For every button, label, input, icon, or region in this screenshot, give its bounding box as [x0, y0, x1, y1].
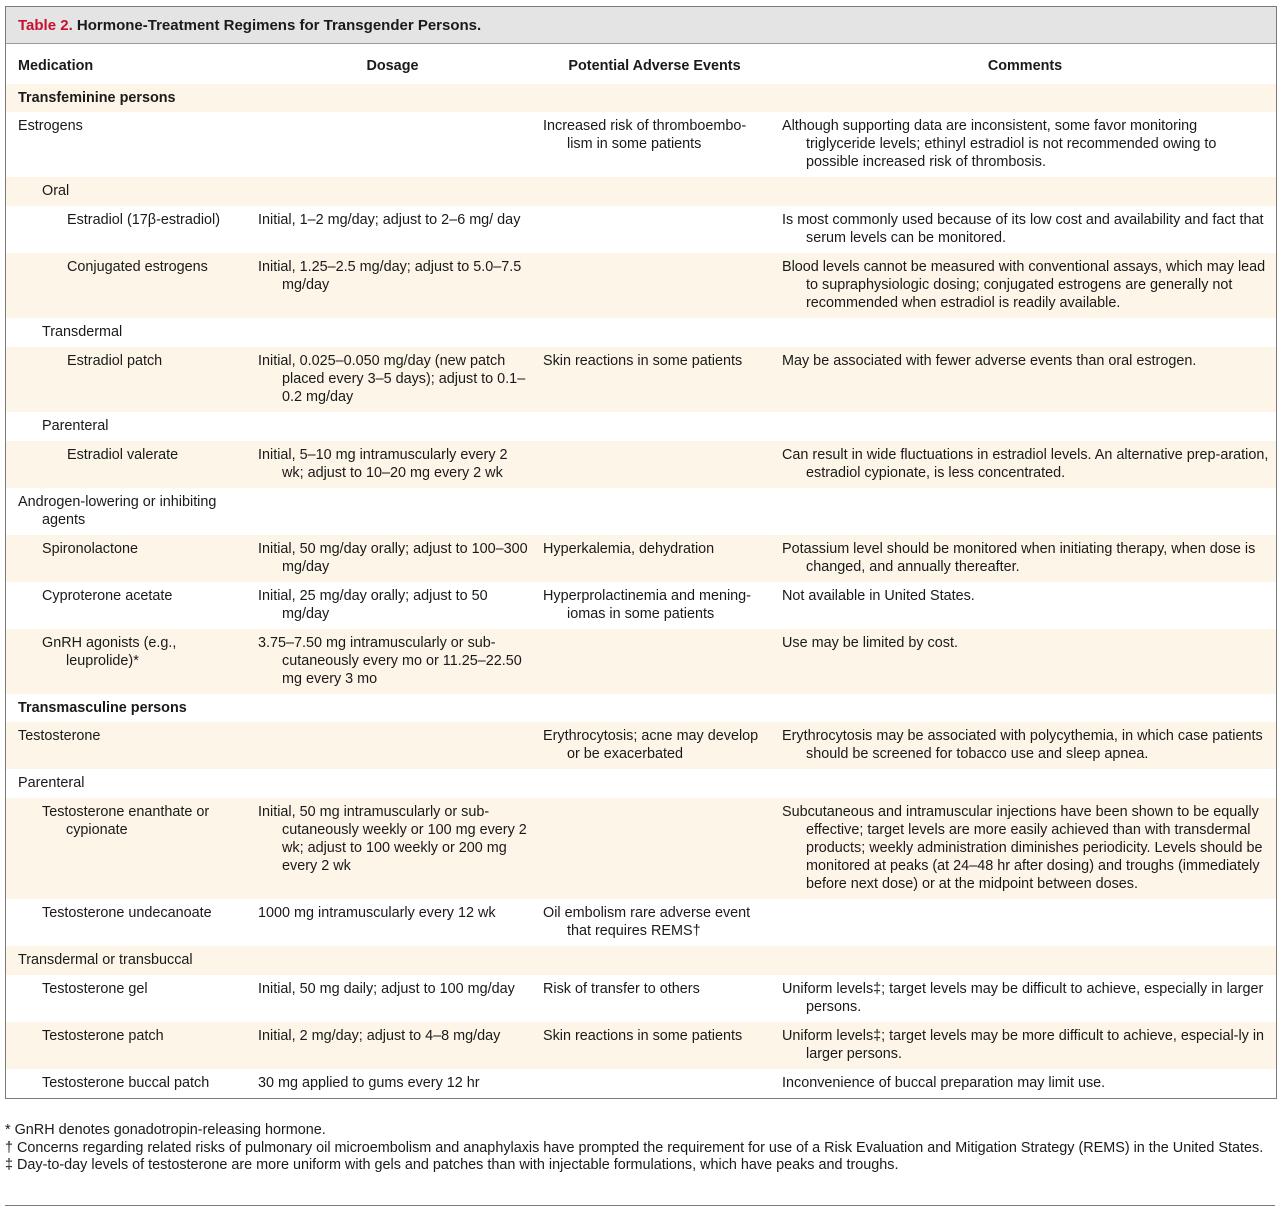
table-row [6, 177, 1276, 206]
cell-medication [6, 412, 250, 441]
table-row [6, 629, 1276, 694]
table-frame [5, 6, 1277, 1099]
cell-adverse-events-text: Hyperkalemia, dehydration [543, 541, 715, 557]
cell-comments [774, 975, 1276, 1022]
cell-adverse-events [535, 722, 774, 769]
cell-comments [774, 1069, 1276, 1098]
cell-medication-text: Estradiol patch [67, 353, 163, 369]
cell-dosage [250, 1022, 535, 1069]
table-row [6, 769, 1276, 798]
cell-comments [774, 206, 1276, 253]
cell-medication [6, 441, 250, 488]
cell-dosage [250, 975, 535, 1022]
cell-adverse-events [535, 112, 774, 177]
cell-medication [6, 253, 250, 318]
cell-medication-text: Androgen-lowering or inhibiting agents [18, 494, 217, 528]
regimen-table [6, 44, 1276, 1098]
cell-comments-text: Is most commonly used because of its low cost and availability and fact that serum levels can be monitored. [782, 212, 1264, 246]
cell-comments-text: May be associated with fewer adverse events than oral estrogen. [782, 353, 1197, 369]
cell-medication-text: Transdermal [42, 324, 123, 340]
cell-medication [6, 318, 250, 347]
cell-comments-text: Although supporting data are inconsistent, some favor monitoring triglyceride levels; ethinyl estradiol is not recommended owing to possible increased risk of thrombosis. [782, 118, 1217, 170]
footnotes [5, 1122, 1275, 1175]
cell-medication-text: Spironolactone [42, 541, 139, 557]
cell-medication [6, 899, 250, 946]
cell-comments-text: Not available in United States. [782, 588, 975, 604]
footnote-gnrh: * GnRH denotes gonadotropin-releasing hormone. [5, 1122, 326, 1138]
cell-dosage-text: Initial, 1.25–2.5 mg/day; adjust to 5.0–7.5 mg/day [258, 259, 522, 293]
cell-medication [6, 629, 250, 694]
cell-dosage-text: Initial, 5–10 mg intramuscularly every 2 wk; adjust to 10–20 mg every 2 wk [258, 447, 508, 481]
cell-comments [774, 582, 1276, 629]
cell-dosage [250, 899, 535, 946]
cell-adverse-events [535, 629, 774, 694]
cell-adverse-events [535, 318, 774, 347]
cell-dosage [250, 535, 535, 582]
cell-adverse-events [535, 798, 774, 899]
cell-dosage-text: Initial, 1–2 mg/day; adjust to 2–6 mg/ day [258, 212, 521, 228]
cell-dosage [250, 441, 535, 488]
cell-medication [6, 769, 250, 798]
cell-dosage-text: Initial, 25 mg/day orally; adjust to 50 mg/day [258, 588, 488, 622]
cell-adverse-events-text: Hyperprolactinemia and mening-iomas in some patients [543, 588, 751, 622]
table-row [6, 206, 1276, 253]
cell-comments-text: Erythrocytosis may be associated with polycythemia, in which case patients should be screened for tobacco use and sleep apnea. [782, 728, 1263, 762]
cell-dosage [250, 112, 535, 177]
cell-comments [774, 1022, 1276, 1069]
table-row [6, 441, 1276, 488]
cell-comments [774, 441, 1276, 488]
cell-dosage [250, 206, 535, 253]
cell-adverse-events [535, 946, 774, 975]
cell-medication [6, 177, 250, 206]
cell-medication [6, 112, 250, 177]
cell-dosage [250, 253, 535, 318]
cell-medication-text: Testosterone gel [42, 981, 148, 997]
cell-adverse-events [535, 253, 774, 318]
table-title-bar [6, 7, 1276, 44]
cell-comments-text: Can result in wide fluctuations in estradiol levels. An alternative prep-aration, estradiol cypionate, is less concentrated. [782, 447, 1269, 481]
cell-medication [6, 722, 250, 769]
cell-comments-text: Subcutaneous and intramuscular injections have been shown to be equally effective; target levels are more easily achieved than with transdermal products; weekly administration diminishes periodicity. Levels should be monitored at peaks (at 24–48 hr after dosing) and troughs (immediately before next dose) or at the midpoint between doses. [782, 804, 1263, 892]
table-row [6, 112, 1276, 177]
cell-medication-text: Oral [42, 183, 70, 199]
cell-comments [774, 318, 1276, 347]
cell-dosage-text: Initial, 2 mg/day; adjust to 4–8 mg/day [258, 1028, 501, 1044]
cell-medication-text: Estradiol valerate [67, 447, 179, 463]
cell-adverse-events [535, 582, 774, 629]
table-row [6, 347, 1276, 412]
cell-medication [6, 535, 250, 582]
cell-dosage-text: 30 mg applied to gums every 12 hr [258, 1075, 480, 1091]
cell-adverse-events [535, 899, 774, 946]
table-row [6, 946, 1276, 975]
table-row [6, 722, 1276, 769]
cell-dosage [250, 946, 535, 975]
table-row [6, 318, 1276, 347]
cell-comments-text: Blood levels cannot be measured with conventional assays, which may lead to supraphysiologic dosing; conjugated estrogens are generally not recommended when estradiol is readily available. [782, 259, 1266, 311]
table-row [6, 582, 1276, 629]
cell-adverse-events [535, 1022, 774, 1069]
cell-dosage [250, 177, 535, 206]
section-header-row [6, 694, 1276, 722]
header-medication: Medication [18, 58, 94, 74]
cell-medication-text: Conjugated estrogens [67, 259, 208, 275]
table-row [6, 899, 1276, 946]
cell-comments [774, 899, 1276, 946]
cell-comments [774, 798, 1276, 899]
cell-dosage-text: 3.75–7.50 mg intramuscularly or sub-cutaneously every mo or 11.25–22.50 mg every 3 mo [258, 635, 522, 687]
cell-adverse-events [535, 412, 774, 441]
cell-dosage [250, 318, 535, 347]
cell-dosage-text: Initial, 50 mg intramuscularly or sub-cutaneously weekly or 100 mg every 2 wk; adjust to 100 weekly or 200 mg every 2 wk [258, 804, 527, 874]
cell-comments-text: Uniform levels‡; target levels may be more difficult to achieve, especial-ly in larger persons. [782, 1028, 1265, 1062]
cell-adverse-events [535, 347, 774, 412]
table-row [6, 535, 1276, 582]
table-row [6, 488, 1276, 535]
cell-medication [6, 975, 250, 1022]
table-row [6, 975, 1276, 1022]
cell-medication-text: Estrogens [18, 118, 83, 134]
cell-dosage [250, 582, 535, 629]
cell-adverse-events [535, 535, 774, 582]
cell-medication [6, 347, 250, 412]
cell-comments [774, 769, 1276, 798]
header-dosage: Dosage [366, 58, 419, 74]
header-adverse-events: Potential Adverse Events [568, 58, 741, 74]
cell-medication [6, 1069, 250, 1098]
cell-medication-text: GnRH agonists (e.g., leuprolide)* [42, 635, 177, 669]
bottom-rule [5, 1205, 1275, 1206]
cell-comments-text: Inconvenience of buccal preparation may limit use. [782, 1075, 1106, 1091]
cell-dosage-text: Initial, 50 mg/day orally; adjust to 100–300 mg/day [258, 541, 528, 575]
cell-dosage [250, 347, 535, 412]
cell-medication-text: Parenteral [42, 418, 109, 434]
cell-dosage-text: Initial, 0.025–0.050 mg/day (new patch placed every 3–5 days); adjust to 0.1–0.2 mg/day [258, 353, 526, 405]
table-label: Table 2. [18, 17, 73, 34]
cell-dosage [250, 769, 535, 798]
cell-comments [774, 535, 1276, 582]
table-title: Hormone-Treatment Regimens for Transgender Persons. [76, 17, 482, 34]
cell-medication [6, 206, 250, 253]
cell-adverse-events-text: Risk of transfer to others [543, 981, 700, 997]
cell-comments [774, 488, 1276, 535]
header-row [6, 44, 1276, 84]
header-comments: Comments [987, 58, 1063, 74]
cell-comments [774, 722, 1276, 769]
cell-dosage [250, 629, 535, 694]
cell-comments [774, 946, 1276, 975]
footnote-uniform-levels: ‡ Day-to-day levels of testosterone are more uniform with gels and patches than with injectable formulations, which have peaks and troughs. [5, 1157, 899, 1173]
cell-adverse-events [535, 206, 774, 253]
cell-dosage [250, 488, 535, 535]
cell-medication [6, 582, 250, 629]
cell-medication [6, 946, 250, 975]
cell-comments [774, 347, 1276, 412]
cell-comments [774, 253, 1276, 318]
cell-adverse-events [535, 769, 774, 798]
cell-comments [774, 629, 1276, 694]
cell-medication [6, 798, 250, 899]
cell-medication-text: Testosterone enanthate or cypionate [42, 804, 210, 838]
cell-adverse-events-text: Skin reactions in some patients [543, 353, 743, 369]
cell-adverse-events-text: Skin reactions in some patients [543, 1028, 743, 1044]
cell-dosage-text: 1000 mg intramuscularly every 12 wk [258, 905, 496, 921]
cell-dosage [250, 798, 535, 899]
cell-adverse-events-text: Erythrocytosis; acne may develop or be exacerbated [543, 728, 759, 762]
cell-adverse-events-text: Increased risk of thromboembo-lism in some patients [543, 118, 747, 152]
table-row [6, 1069, 1276, 1098]
table-row [6, 798, 1276, 899]
cell-medication-text: Transdermal or transbuccal [18, 952, 193, 968]
cell-medication-text: Estradiol (17β-estradiol) [67, 212, 221, 228]
cell-dosage-text: Initial, 50 mg daily; adjust to 100 mg/day [258, 981, 515, 997]
cell-dosage [250, 1069, 535, 1098]
cell-adverse-events [535, 441, 774, 488]
cell-dosage [250, 412, 535, 441]
cell-medication-text: Parenteral [18, 775, 85, 791]
section-header-row [6, 84, 1276, 112]
cell-adverse-events [535, 177, 774, 206]
cell-adverse-events [535, 975, 774, 1022]
cell-dosage [250, 722, 535, 769]
cell-medication-text: Testosterone undecanoate [42, 905, 212, 921]
cell-medication-text: Cyproterone acetate [42, 588, 173, 604]
cell-medication-text: Testosterone [18, 728, 101, 744]
cell-comments-text: Use may be limited by cost. [782, 635, 958, 651]
table-row [6, 412, 1276, 441]
cell-medication-text: Testosterone patch [42, 1028, 164, 1044]
cell-comments-text: Uniform levels‡; target levels may be difficult to achieve, especially in larger persons. [782, 981, 1264, 1015]
cell-adverse-events-text: Oil embolism rare adverse event that requires REMS† [543, 905, 751, 939]
cell-comments-text: Potassium level should be monitored when initiating therapy, when dose is changed, and annually thereafter. [782, 541, 1256, 575]
cell-comments [774, 177, 1276, 206]
cell-adverse-events [535, 1069, 774, 1098]
table-body [6, 84, 1276, 1098]
cell-medication-text: Testosterone buccal patch [42, 1075, 210, 1091]
cell-adverse-events [535, 488, 774, 535]
cell-comments [774, 112, 1276, 177]
cell-medication [6, 1022, 250, 1069]
table-row [6, 1022, 1276, 1069]
cell-comments [774, 412, 1276, 441]
section-label: Transmasculine persons [18, 700, 187, 716]
section-label: Transfeminine persons [6, 84, 1276, 112]
cell-medication [6, 488, 250, 535]
table-row [6, 253, 1276, 318]
footnote-rems: † Concerns regarding related risks of pulmonary oil microembolism and anaphylaxis have prompted the requirement for use of a Risk Evaluation and Mitigation Strategy (REMS) in the United States. [5, 1139, 1264, 1156]
